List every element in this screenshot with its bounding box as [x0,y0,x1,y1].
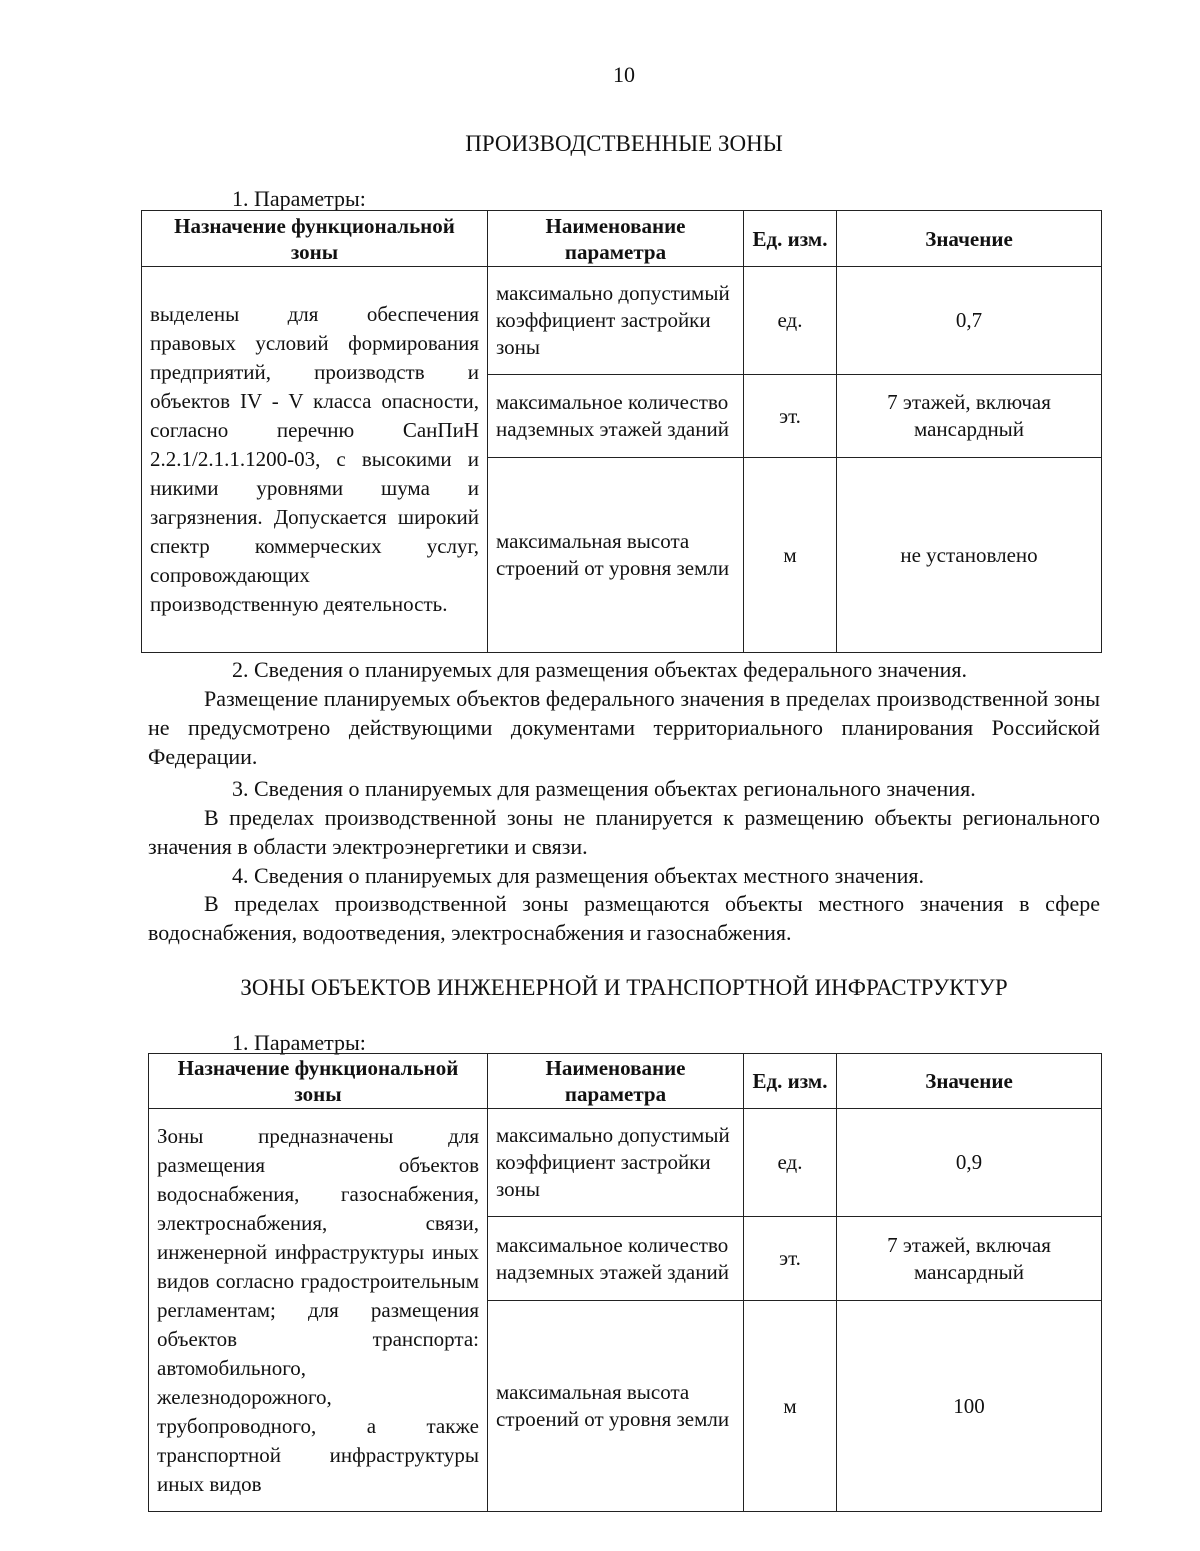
header-parameter: Наименование параметра [488,211,744,267]
table-cell-value: 0,7 [837,267,1102,375]
table-cell-parameter: максимальная высота строений от уровня земли [488,1301,744,1512]
section-title-infrastructure-zones: ЗОНЫ ОБЪЕКТОВ ИНЖЕНЕРНОЙ И ТРАНСПОРТНОЙ ИНФРАСТРУКТУР [240,975,1008,1000]
zone-purpose-cell: выделены для обеспечения правовых условий формирования предприятий, производств и объектов IV - V класса опасности, согласно перечню СанПиН 2.2.1/2.1.1.1200-03, с высокими и никими уровнями шума и загрязнения. Допускается широкий спектр коммерческих услуг, сопровождающих производственную деятельность. [142,267,488,653]
paragraph-heading-federal: 2. Сведения о планируемых для размещения объектах федерального значения. [232,657,968,682]
table-cell-parameter: максимально допустимый коэффициент застройки зоны [488,1109,744,1217]
paragraph-heading-regional: 3. Сведения о планируемых для размещения объектах регионального значения. [232,776,976,801]
table-cell-value: 7 этажей, включая мансардный [837,1217,1102,1301]
params-label: 1. Параметры: [232,1030,366,1055]
header-value: Значение [837,1054,1102,1109]
paragraph-regional: В пределах производственной зоны не планируется к размещению объекты регионального значения в области электроэнергетики и связи. [148,805,1100,859]
table-cell-unit: м [744,458,837,653]
header-purpose: Назначение функциональной зоны [142,211,488,267]
paragraph-heading-local: 4. Сведения о планируемых для размещения объектах местного значения. [232,863,925,888]
table-cell-value: 7 этажей, включая мансардный [837,375,1102,458]
header-unit: Ед. изм. [744,1054,837,1109]
table-cell-unit: эт. [744,1217,837,1301]
zone-purpose-cell: Зоны предназначены для размещения объектов водоснабжения, газоснабжения, электроснабжения, связи, инженерной инфраструктуры иных видов согласно градостроительным регламентам; для размещения объектов транспорта: автомобильного, железнодорожного, трубопроводного, а также транспортной инфраструктуры иных видов [149,1109,488,1512]
table-cell-parameter: максимальная высота строений от уровня земли [488,458,744,653]
paragraph-federal: Размещение планируемых объектов федерального значения в пределах производственной зоны не предусмотрено действующими документами территориального планирования Российской Федерации. [148,686,1100,769]
table-cell-value: не установлено [837,458,1102,653]
header-value: Значение [837,211,1102,267]
table-cell-parameter: максимальное количество надземных этажей зданий [488,1217,744,1301]
params-table-infrastructure [148,1053,1102,1512]
header-purpose: Назначение функциональной зоны [149,1054,488,1109]
table-cell-unit: эт. [744,375,837,458]
table-cell-unit: м [744,1301,837,1512]
params-label: 1. Параметры: [232,186,366,211]
params-table-production [141,210,1102,653]
header-unit: Ед. изм. [744,211,837,267]
table-cell-unit: ед. [744,267,837,375]
table-cell-value: 100 [837,1301,1102,1512]
section-title-production-zones: ПРОИЗВОДСТВЕННЫЕ ЗОНЫ [465,131,783,156]
page-number: 10 [613,62,635,87]
table-cell-unit: ед. [744,1109,837,1217]
table-cell-parameter: максимально допустимый коэффициент застройки зоны [488,267,744,375]
table-cell-value: 0,9 [837,1109,1102,1217]
header-parameter: Наименование параметра [488,1054,744,1109]
table-cell-parameter: максимальное количество надземных этажей зданий [488,375,744,458]
paragraph-local: В пределах производственной зоны размещаются объекты местного значения в сфере водоснабжения, водоотведения, электроснабжения и газоснабжения. [148,891,1100,945]
